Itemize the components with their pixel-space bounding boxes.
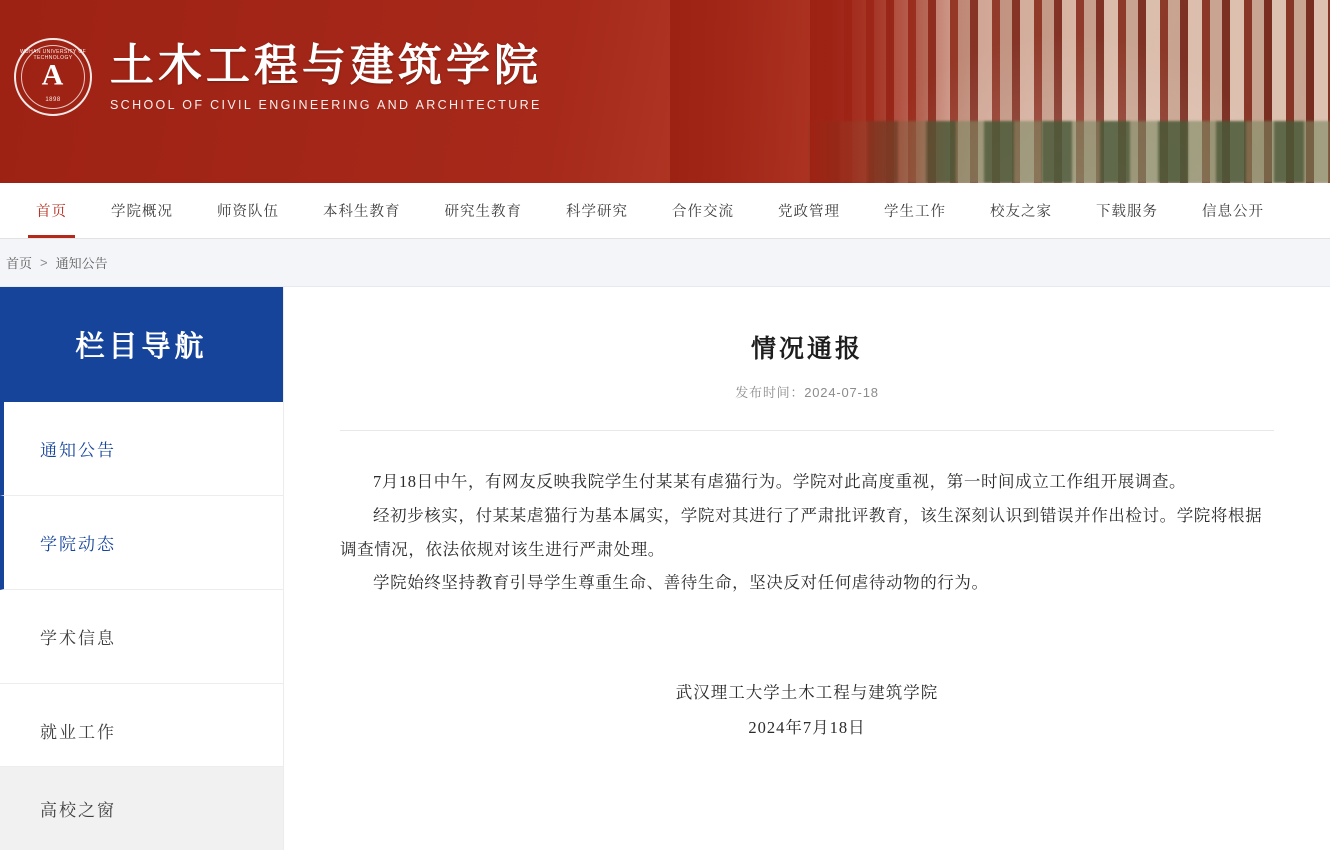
sidebar-item-academic-info[interactable] bbox=[0, 590, 283, 684]
sidebar-item-notices[interactable] bbox=[0, 402, 283, 496]
site-title-block bbox=[110, 42, 542, 113]
nav-item-party-admin[interactable]: 党政管理 bbox=[778, 204, 840, 220]
crest-year: 1898 bbox=[45, 97, 61, 103]
crest-arc-text: WUHAN UNIVERSITY OF TECHNOLOGY bbox=[19, 49, 87, 61]
content-divider bbox=[340, 430, 1274, 431]
sidebar-header bbox=[0, 287, 283, 402]
sidebar-item-partial[interactable] bbox=[0, 766, 283, 850]
nav-item-research[interactable]: 科学研究 bbox=[566, 204, 628, 220]
article-paragraph: 7月18日中午，有网友反映我院学生付某某有虐猫行为。学院对此高度重视，第一时间成立工作组开展调查。 bbox=[373, 472, 1187, 491]
breadcrumb-current: 通知公告 bbox=[55, 256, 108, 271]
article-paragraph: 学院始终坚持教育引导学生尊重生命、善待生命，坚决反对任何虐待动物的行为。 bbox=[373, 573, 989, 593]
breadcrumb bbox=[0, 239, 1330, 287]
main-navigation[interactable] bbox=[0, 183, 1330, 239]
breadcrumb-separator: > bbox=[40, 255, 48, 270]
article-body bbox=[340, 465, 1274, 600]
sidebar-item-college-news[interactable] bbox=[0, 496, 283, 590]
signature-organization: 武汉理工大学土木工程与建筑学院 bbox=[675, 683, 939, 703]
site-logo[interactable] bbox=[14, 38, 542, 116]
site-title-cn: 土木工程与建筑学院 bbox=[110, 40, 542, 90]
nav-item-overview[interactable]: 学院概况 bbox=[111, 204, 173, 220]
nav-item-disclosure[interactable]: 信息公开 bbox=[1202, 204, 1264, 220]
site-banner bbox=[0, 0, 1330, 183]
nav-item-faculty[interactable]: 师资队伍 bbox=[217, 204, 279, 220]
article-paragraph: 经初步核实，付某某虐猫行为基本属实，学院对其进行了严肃批评教育，该生深刻认识到错误并作出检讨。学院将根据调查情况，依法依规对该生进行严肃处理。 bbox=[340, 505, 1263, 559]
page-body bbox=[0, 287, 1330, 850]
nav-item-student-affairs[interactable]: 学生工作 bbox=[884, 204, 946, 220]
sidebar-item-label: 就业工作 bbox=[40, 723, 116, 742]
signature-date: 2024年7月18日 bbox=[748, 717, 866, 737]
article-content bbox=[284, 287, 1330, 850]
nav-item-graduate[interactable]: 研究生教育 bbox=[444, 204, 522, 220]
sidebar-item-employment[interactable] bbox=[0, 684, 283, 778]
sidebar-item-label: 学院动态 bbox=[40, 535, 116, 554]
nav-item-downloads[interactable]: 下载服务 bbox=[1096, 204, 1158, 220]
crest-letter: A bbox=[41, 58, 65, 92]
sidebar-title: 栏目导航 bbox=[75, 331, 208, 363]
sidebar-item-label: 高校之窗 bbox=[40, 801, 116, 820]
sidebar-item-label: 学术信息 bbox=[40, 629, 116, 648]
article-signature bbox=[340, 676, 1274, 745]
breadcrumb-home-link[interactable]: 首页 bbox=[6, 256, 33, 271]
banner-gradient-overlay bbox=[670, 0, 930, 183]
site-title-en: SCHOOL OF CIVIL ENGINEERING AND ARCHITECTURE bbox=[110, 98, 542, 113]
nav-item-alumni[interactable]: 校友之家 bbox=[990, 204, 1052, 220]
publish-time: 发布时间：2024-07-18 bbox=[735, 385, 879, 400]
sidebar bbox=[0, 287, 284, 850]
university-crest-icon bbox=[14, 38, 92, 116]
nav-item-undergraduate[interactable]: 本科生教育 bbox=[323, 204, 401, 220]
sidebar-item-label: 通知公告 bbox=[40, 441, 116, 460]
nav-item-cooperation[interactable]: 合作交流 bbox=[672, 204, 734, 220]
page-title: 情况通报 bbox=[750, 336, 863, 363]
nav-item-home[interactable]: 首页 bbox=[14, 183, 89, 238]
